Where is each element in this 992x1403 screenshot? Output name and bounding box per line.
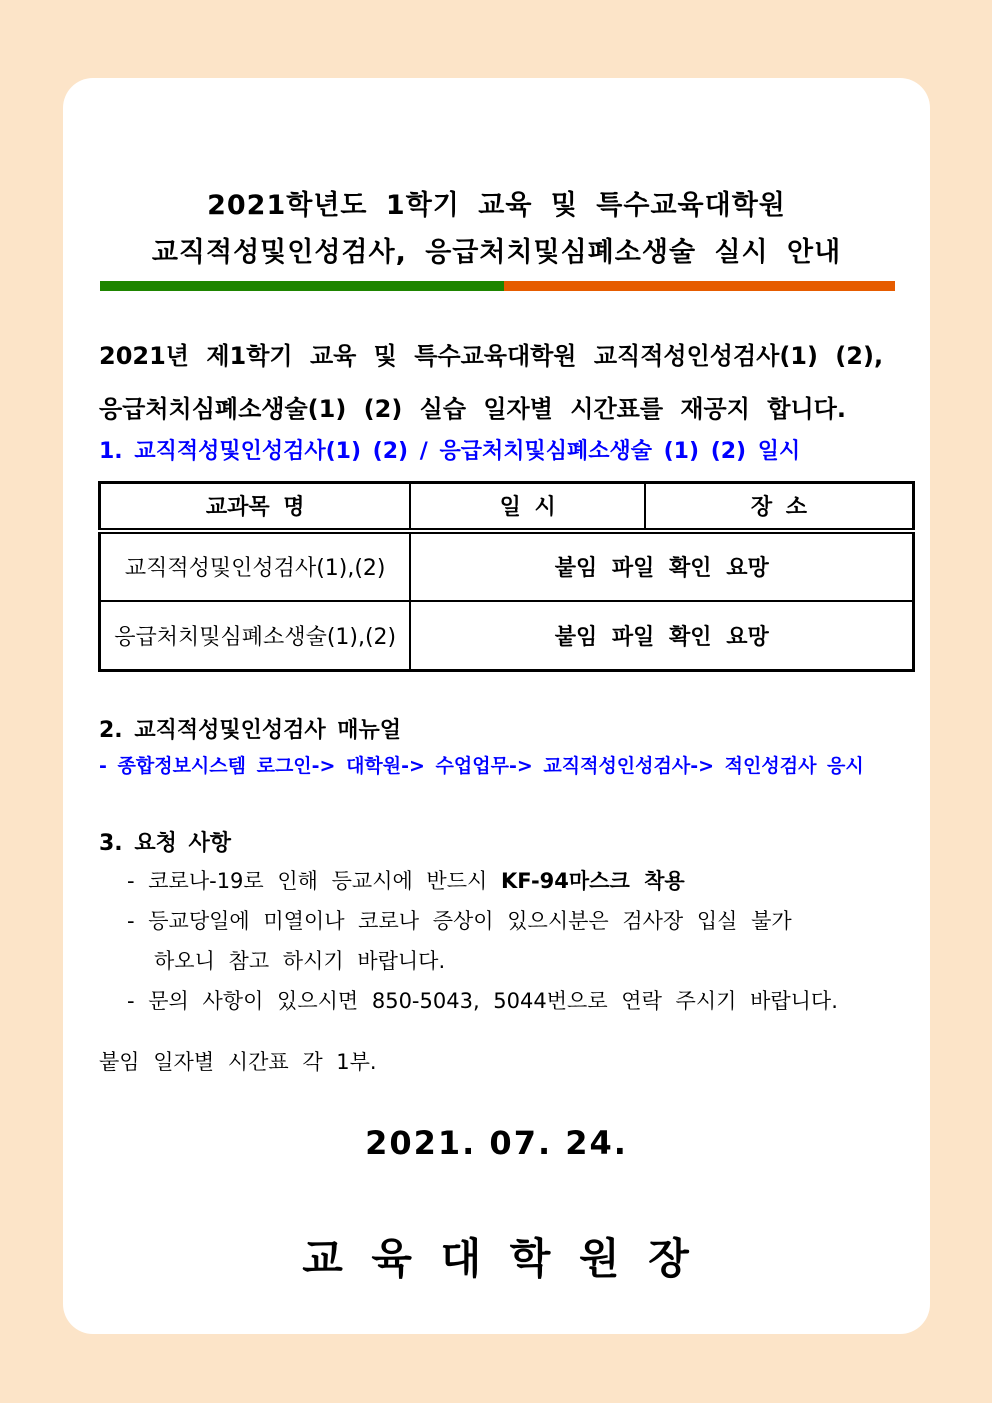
note-cell: 붙임 파일 확인 요망 — [410, 601, 913, 671]
request-list — [99, 861, 894, 1021]
bullet-symptoms-line-1: - 등교당일에 미열이나 코로나 증상이 있으시분은 검사장 입실 불가 — [127, 909, 792, 933]
table-row — [100, 601, 914, 671]
intro-paragraph — [99, 330, 894, 436]
divider-orange-segment — [504, 281, 895, 291]
section-1-heading: 1. 교직적성및인성검사(1) (2) / 응급처치및심폐소생술 (1) (2) 일시 — [99, 439, 801, 464]
column-header-subject: 교과목 명 — [100, 483, 411, 531]
divider-green-segment — [100, 281, 504, 291]
bullet-contact-number: - 문의 사항이 있으시면 850-5043, 5044번으로 연락 주시기 바랍니다. — [127, 989, 838, 1013]
section-2-heading: 2. 교직적성및인성검사 매뉴얼 — [99, 718, 402, 743]
column-header-location: 장 소 — [645, 483, 914, 531]
intro-line-2: 응급처치심폐소생술(1) (2) 실습 일자별 시간표를 재공지 합니다. — [99, 395, 846, 423]
intro-line-1: 2021년 제1학기 교육 및 특수교육대학원 교직적성인성검사(1) (2), — [99, 342, 884, 370]
divider-bar — [100, 281, 895, 291]
subject-cell: 응급처치및심폐소생술(1),(2) — [100, 601, 411, 671]
notice-card — [63, 78, 930, 1334]
note-cell: 붙임 파일 확인 요망 — [410, 531, 913, 601]
title-line-2: 교직적성및인성검사, 응급처치및심폐소생술 실시 안내 — [151, 237, 842, 268]
table-row — [100, 531, 914, 601]
manual-path-line: - 종합정보시스템 로그인-> 대학원-> 수업업무-> 교직적성인성검사-> 적인성검사 응시 — [99, 755, 864, 777]
bullet-mask-requirement — [99, 861, 894, 901]
attachment-note: 붙임 일자별 시간표 각 1부. — [99, 1050, 377, 1074]
document-date: 2021. 07. 24. — [365, 1124, 628, 1162]
bullet-symptoms-line-2: 하오니 참고 하시기 바랍니다. — [154, 949, 446, 973]
subject-cell: 교직적성및인성검사(1),(2) — [100, 531, 411, 601]
notice-content — [63, 182, 930, 1289]
column-header-datetime: 일 시 — [410, 483, 644, 531]
notice-title — [99, 182, 894, 276]
title-line-1: 2021학년도 1학기 교육 및 특수교육대학원 — [207, 190, 786, 221]
schedule-table — [98, 481, 915, 672]
bullet-mask-text: - 코로나-19로 인해 등교시에 반드시 — [127, 869, 501, 893]
bullet-mask-bold-text: KF-94마스크 착용 — [500, 869, 685, 893]
table-header-row — [100, 483, 914, 531]
signature-dean-title: 교 육 대 학 원 장 — [302, 1234, 691, 1283]
section-3-heading: 3. 요청 사항 — [99, 831, 231, 856]
